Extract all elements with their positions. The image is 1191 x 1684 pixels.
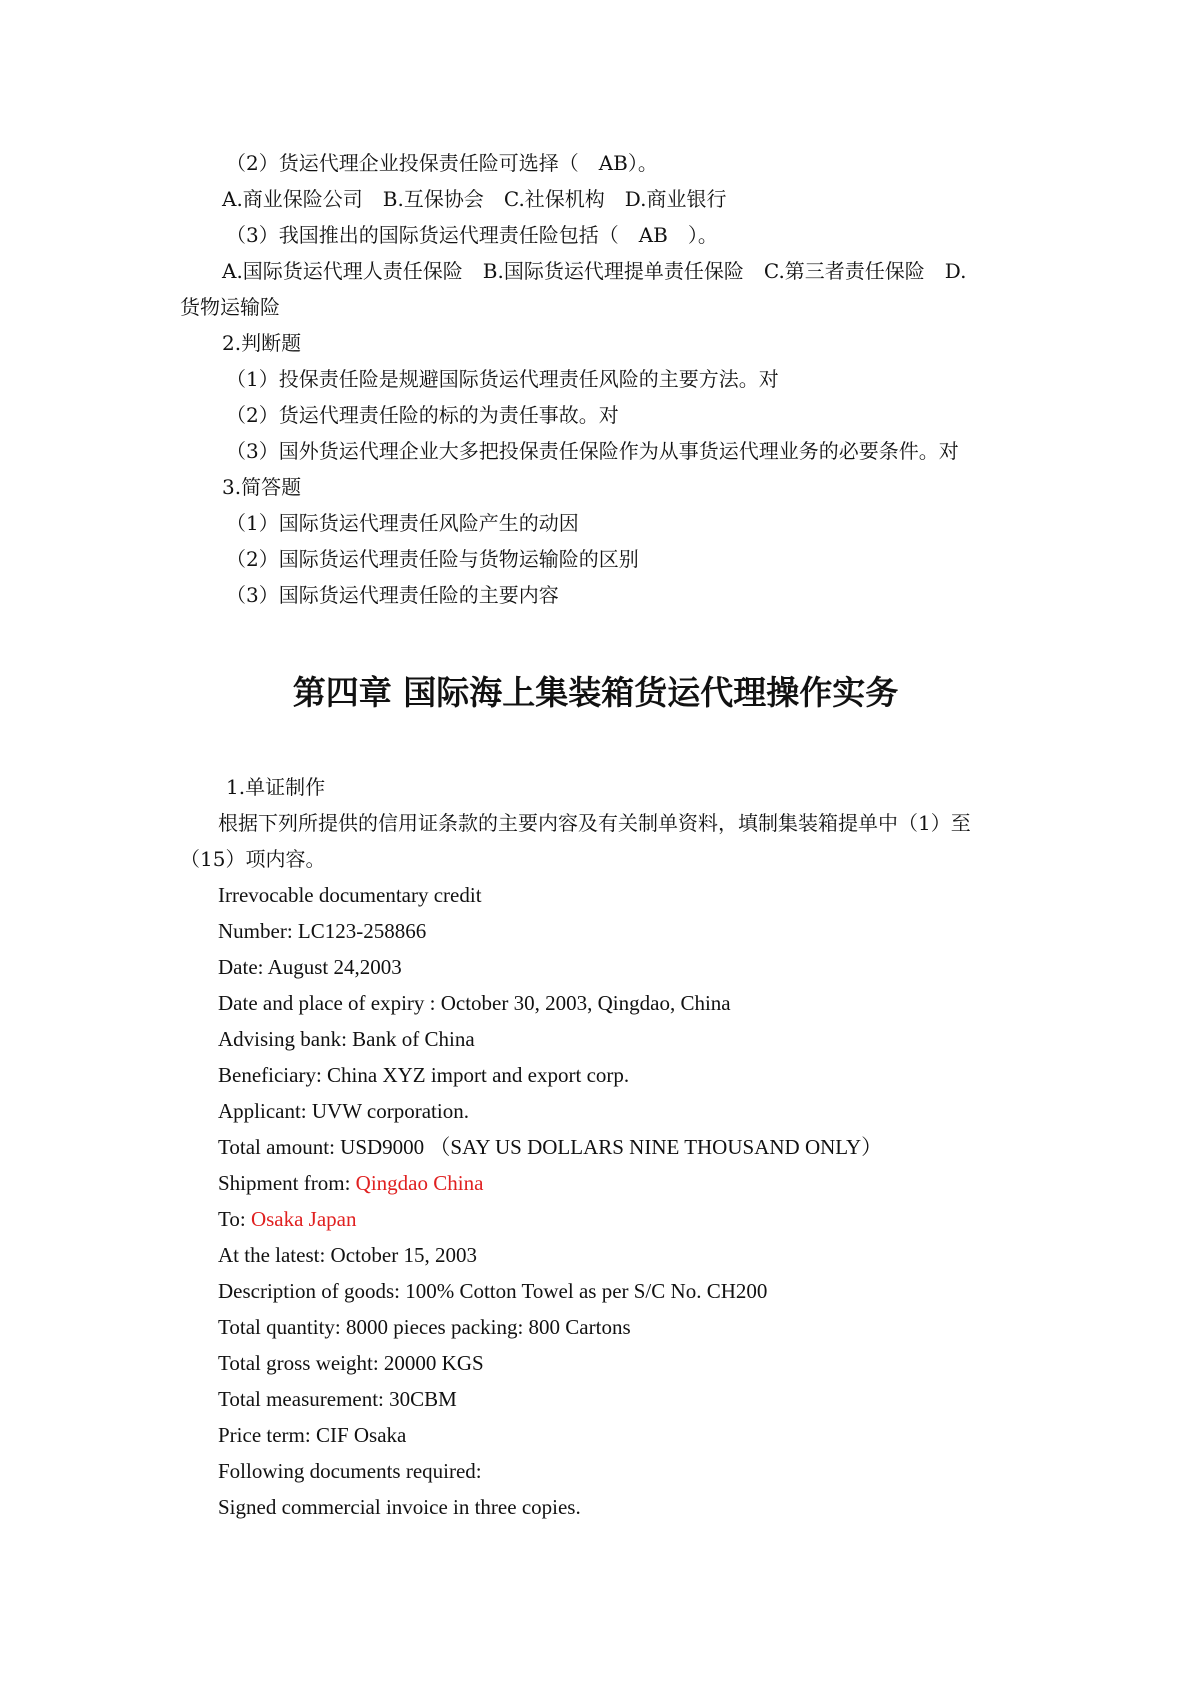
destination-label: To: xyxy=(218,1207,251,1231)
question-3-options-line2: 货物运输险 xyxy=(180,295,280,319)
credit-date: Date: August 24,2003 xyxy=(218,955,402,979)
credit-expiry: Date and place of expiry : October 30, 2003, Qingdao, China xyxy=(218,991,731,1015)
shipment-from-value: Qingdao China xyxy=(355,1171,484,1195)
question-2: （2）货运代理企业投保责任险可选择（ AB）。 xyxy=(226,151,658,175)
credit-applicant: Applicant: UVW corporation. xyxy=(218,1099,469,1123)
credit-latest-shipment: At the latest: October 15, 2003 xyxy=(218,1243,477,1267)
credit-invoice: Signed commercial invoice in three copies. xyxy=(218,1495,581,1519)
credit-price-term: Price term: CIF Osaka xyxy=(218,1423,407,1447)
instruction-line1: 根据下列所提供的信用证条款的主要内容及有关制单资料，填制集装箱提单中（1）至 xyxy=(218,811,971,835)
credit-header: Irrevocable documentary credit xyxy=(218,883,482,907)
question-2-options: A.商业保险公司 B.互保协会 C.社保机构 D.商业银行 xyxy=(222,187,727,211)
judge-item: （1）投保责任险是规避国际货运代理责任风险的主要方法。对 xyxy=(226,367,779,391)
chapter-title: 第四章 国际海上集装箱货运代理操作实务 xyxy=(292,673,899,712)
credit-number: Number: LC123-258866 xyxy=(218,919,427,943)
credit-gross-weight: Total gross weight: 20000 KGS xyxy=(218,1351,484,1375)
credit-description: Description of goods: 100% Cotton Towel as per S/C No. CH200 xyxy=(218,1279,768,1303)
exercise-title: 1.单证制作 xyxy=(226,775,326,799)
short-answer-item: （1）国际货运代理责任风险产生的动因 xyxy=(226,511,579,535)
credit-measurement: Total measurement: 30CBM xyxy=(218,1387,457,1411)
judge-section-title: 2.判断题 xyxy=(222,331,302,355)
credit-documents-required: Following documents required: xyxy=(218,1459,482,1483)
credit-destination xyxy=(218,1206,357,1232)
credit-quantity: Total quantity: 8000 pieces packing: 800 Cartons xyxy=(218,1315,631,1339)
judge-item: （3）国外货运代理企业大多把投保责任保险作为从事货运代理业务的必要条件。对 xyxy=(226,439,959,463)
question-3-options-line1: A.国际货运代理人责任保险 B.国际货运代理提单责任保险 C.第三者责任保险 D. xyxy=(222,259,967,283)
short-answer-item: （3）国际货运代理责任险的主要内容 xyxy=(226,583,559,607)
question-3: （3）我国推出的国际货运代理责任险包括（ AB ）。 xyxy=(226,223,718,247)
credit-total-amount: Total amount: USD9000 （SAY US DOLLARS NINE THOUSAND ONLY） xyxy=(218,1135,883,1159)
credit-beneficiary: Beneficiary: China XYZ import and export corp. xyxy=(218,1063,630,1087)
short-answer-item: （2）国际货运代理责任险与货物运输险的区别 xyxy=(226,547,639,571)
credit-shipment-from xyxy=(218,1170,483,1196)
instruction-line2: （15）项内容。 xyxy=(180,847,326,871)
destination-value: Osaka Japan xyxy=(250,1207,357,1231)
short-answer-section-title: 3.简答题 xyxy=(222,475,302,499)
judge-item: （2）货运代理责任险的标的为责任事故。对 xyxy=(226,403,619,427)
credit-advising-bank: Advising bank: Bank of China xyxy=(218,1027,475,1051)
shipment-from-label: Shipment from: xyxy=(218,1171,356,1195)
